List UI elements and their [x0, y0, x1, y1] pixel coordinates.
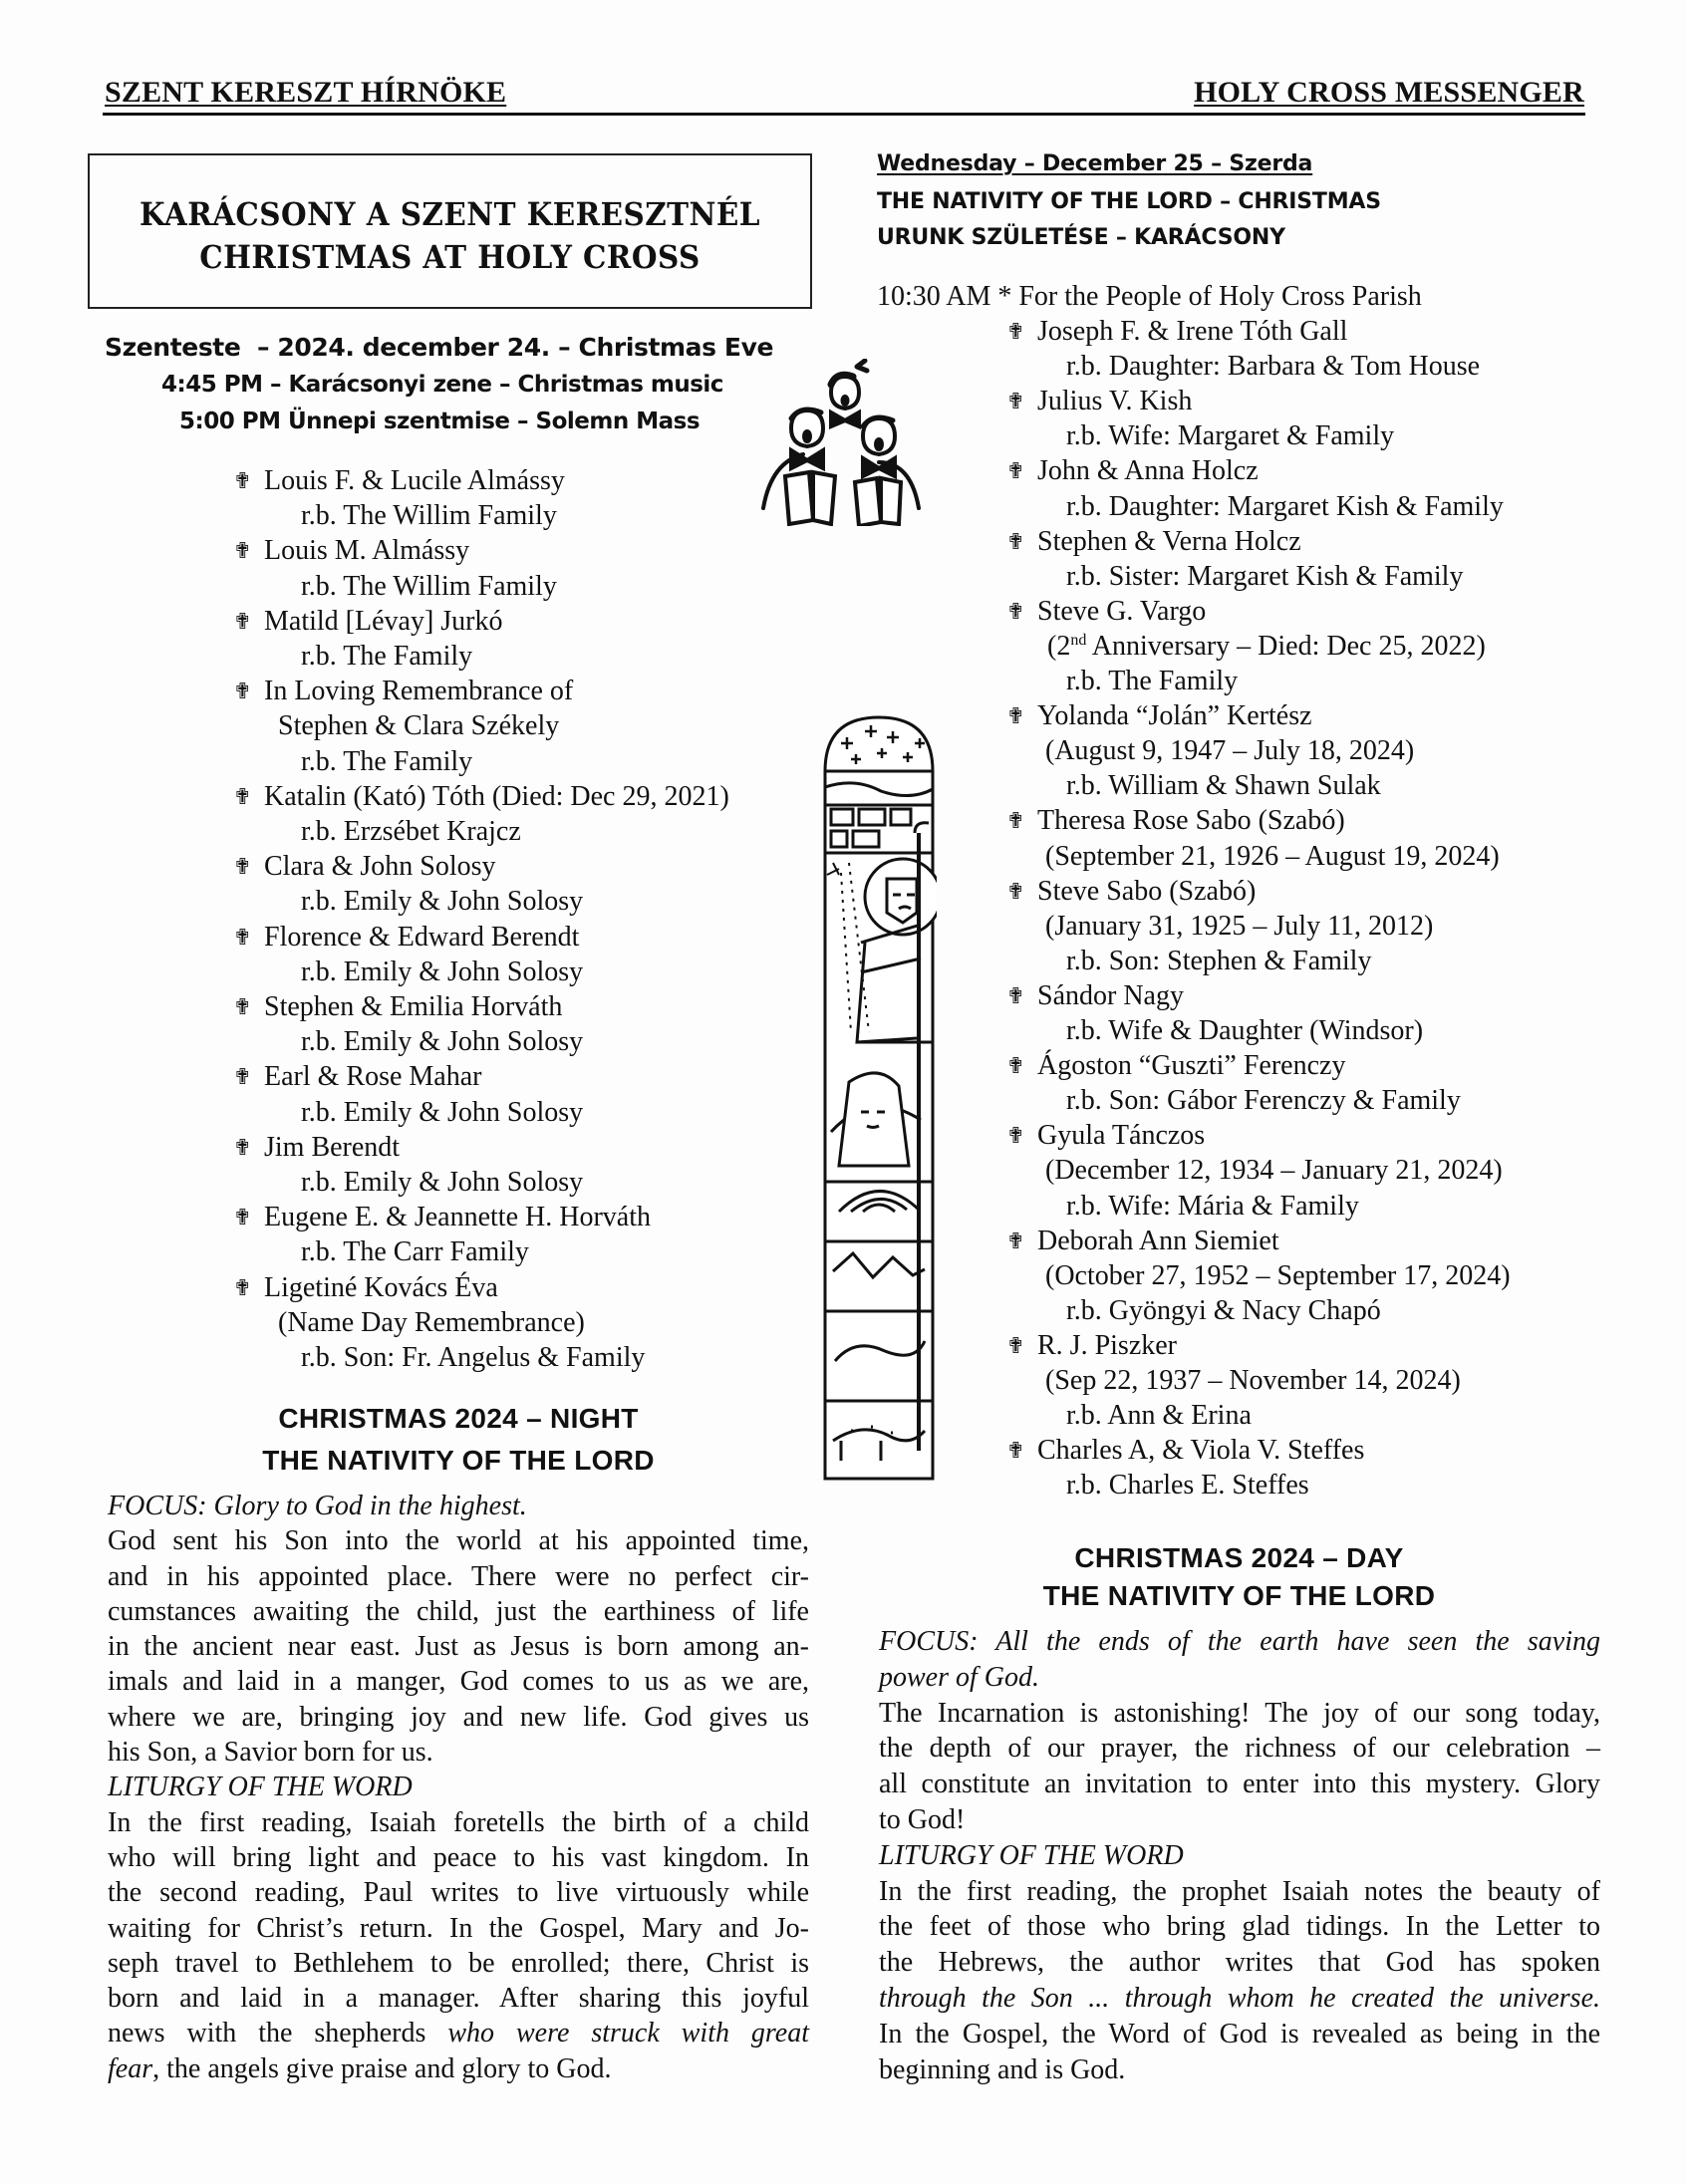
eve-intention-detail: (Name Day Remembrance)	[278, 1306, 585, 1338]
cross-icon: ✟	[1006, 1054, 1025, 1080]
cross-icon: ✟	[233, 1135, 252, 1161]
night-liturgy-line7-pre: news with the shepherds	[108, 2018, 448, 2049]
night-liturgy-line: waiting for Christ’s return. In the Gospel, Mary and Jo-	[108, 1912, 809, 1944]
cross-icon: ✟	[1006, 599, 1025, 625]
eve-intention-name: In Loving Remembrance of	[264, 676, 574, 707]
day-intention-requested-by: r.b. Ann & Erina	[1066, 1400, 1252, 1432]
christmas-music-time: 4:45 PM – Karácsonyi zene – Christmas music	[161, 372, 723, 398]
night-intro-line: imals and laid in a manger, God comes to us as we are,	[108, 1666, 809, 1698]
anniversary-pre: (2	[1047, 630, 1071, 662]
cross-icon: ✟	[233, 609, 252, 635]
eve-intention-detail: Stephen & Clara Székely	[278, 710, 560, 742]
night-liturgy-line8-italic: fear	[108, 2052, 153, 2084]
title-hungarian: KARÁCSONY A SZENT KERESZTNÉL	[140, 195, 760, 233]
night-intro-line: cumstances awaiting the child, just the earthiness of life	[108, 1595, 809, 1627]
day-intention-detail: (October 27, 1952 – September 17, 2024)	[1045, 1259, 1511, 1291]
day-intention-requested-by: r.b. Sister: Margaret Kish & Family	[1066, 560, 1464, 592]
eve-intention-requested-by: r.b. Emily & John Solosy	[301, 1167, 584, 1198]
mass-time-line: 10:30 AM * For the People of Holy Cross Parish	[877, 281, 1422, 312]
eve-intention-requested-by: r.b. Emily & John Solosy	[301, 886, 584, 918]
night-intro-line: God sent his Son into the world at his appointed time,	[108, 1525, 809, 1557]
day-reflection	[879, 1624, 1600, 2087]
cross-icon: ✟	[1006, 983, 1025, 1009]
solemn-mass-time: 5:00 PM Ünnepi szentmise – Solemn Mass	[179, 409, 701, 434]
day-liturgy-line: the feet of those who bring glad tidings. In the Letter to	[879, 1911, 1600, 1943]
day-intention-name: Stephen & Verna Holcz	[1037, 525, 1301, 557]
cross-icon: ✟	[1006, 1439, 1025, 1465]
cross-icon: ✟	[233, 1275, 252, 1301]
eve-intention-requested-by: r.b. Emily & John Solosy	[301, 956, 584, 987]
day-intention-requested-by: r.b. The Family	[1066, 666, 1239, 696]
cross-icon: ✟	[233, 1206, 252, 1231]
cross-icon: ✟	[1006, 809, 1025, 835]
day-intention-requested-by: r.b. Son: Stephen & Family	[1066, 945, 1372, 976]
day-intention-name: Gyula Tánczos	[1037, 1120, 1206, 1152]
eve-intention-name: Stephen & Emilia Horváth	[264, 991, 563, 1022]
day-intro-line: the depth of our prayer, the richness of our celebration –	[879, 1733, 1600, 1765]
header-rule	[103, 113, 1585, 116]
cross-icon: ✟	[1006, 704, 1025, 730]
night-heading: CHRISTMAS 2024 – NIGHT	[278, 1403, 639, 1434]
night-liturgy-line: In the first reading, Isaiah foretells the birth of a child	[108, 1806, 809, 1838]
day-intention-name: Deborah Ann Siemiet	[1037, 1225, 1279, 1256]
day-intention-name: Sándor Nagy	[1037, 979, 1184, 1011]
day-intention-name: R. J. Piszker	[1037, 1329, 1177, 1361]
feast-title-hungarian: URUNK SZÜLETÉSE – KARÁCSONY	[877, 225, 1285, 250]
day-intention-name: John & Anna Holcz	[1037, 455, 1259, 487]
day-liturgy-line: beginning and is God.	[879, 2053, 1126, 2085]
day-intention-detail: (January 31, 1925 – July 11, 2012)	[1045, 910, 1434, 942]
day-focus-line1: FOCUS: All the ends of the earth have seen the saving	[879, 1626, 1600, 1657]
day-heading: CHRISTMAS 2024 – DAY	[1074, 1542, 1404, 1573]
day-intro-line: The Incarnation is astonishing! The joy of our song today,	[879, 1697, 1600, 1729]
night-liturgy-line: who will bring light and peace to his vast kingdom. In	[108, 1841, 809, 1873]
day-intention-requested-by: r.b. Son: Gábor Ferenczy & Family	[1066, 1085, 1461, 1117]
cross-icon: ✟	[233, 680, 252, 705]
eve-intention-name: Jim Berendt	[264, 1131, 401, 1163]
cross-icon: ✟	[233, 469, 252, 494]
night-liturgy-label: LITURGY OF THE WORD	[108, 1772, 413, 1803]
cross-icon: ✟	[233, 784, 252, 810]
night-intro-line: his Son, a Savior born for us.	[108, 1737, 433, 1769]
eve-intention-requested-by: r.b. Son: Fr. Angelus & Family	[301, 1342, 646, 1373]
title-box	[88, 153, 812, 309]
day-liturgy-line: In the Gospel, the Word of God is revealed as being in the	[879, 2018, 1600, 2049]
feast-title-english: THE NATIVITY OF THE LORD – CHRISTMAS	[877, 189, 1381, 214]
night-liturgy-line8-post: , the angels give praise and glory to God.	[152, 2052, 612, 2084]
cross-icon: ✟	[233, 855, 252, 881]
day-intention-detail: (September 21, 1926 – August 19, 2024)	[1045, 840, 1500, 872]
day-intention-name: Theresa Rose Sabo (Szabó)	[1037, 805, 1345, 837]
night-intro-line: where we are, bringing joy and new life. God gives us	[108, 1701, 809, 1733]
day-intention-name: Charles A, & Viola V. Steffes	[1037, 1435, 1365, 1467]
anniversary-sup: nd	[1070, 631, 1087, 649]
cross-icon: ✟	[233, 925, 252, 951]
cross-icon: ✟	[1006, 1124, 1025, 1150]
day-liturgy-italic-line: through the Son ... through whom he created the universe.	[879, 1982, 1600, 2014]
cross-icon: ✟	[1006, 459, 1025, 485]
eve-intention-name: Clara & John Solosy	[264, 851, 496, 883]
day-liturgy-label: LITURGY OF THE WORD	[879, 1839, 1184, 1871]
night-intro-line: and in his appointed place. There were no perfect cir-	[108, 1560, 809, 1592]
title-english: CHRISTMAS AT HOLY CROSS	[199, 238, 701, 276]
night-subheading: THE NATIVITY OF THE LORD	[262, 1445, 655, 1476]
night-liturgy-line7-italic: who were struck with great	[447, 2018, 809, 2049]
night-focus: FOCUS: Glory to God in the highest.	[108, 1491, 527, 1521]
cross-icon: ✟	[1006, 1333, 1025, 1359]
day-intention-requested-by: r.b. Daughter: Barbara & Tom House	[1066, 351, 1481, 383]
night-liturgy-line	[108, 2016, 809, 2050]
eve-intention-name: Florence & Edward Berendt	[264, 921, 580, 953]
cross-icon: ✟	[1006, 320, 1025, 345]
day-intention-name: Steve Sabo (Szabó)	[1037, 875, 1257, 907]
eve-intention-requested-by: r.b. Emily & John Solosy	[301, 1096, 584, 1128]
choir-singers-illustration	[757, 359, 925, 526]
day-liturgy-line: In the first reading, the prophet Isaiah notes the beauty of	[879, 1875, 1600, 1907]
cross-icon: ✟	[1006, 390, 1025, 415]
nativity-stained-glass-window	[821, 713, 937, 1483]
night-liturgy-line: the second reading, Paul writes to live virtuously while	[108, 1877, 809, 1909]
night-liturgy-line: born and laid in a manager. After sharing this joyful	[108, 1983, 809, 2015]
eve-intention-name: Louis F. & Lucile Almássy	[264, 465, 565, 496]
cross-icon: ✟	[1006, 879, 1025, 905]
day-intention-detail: (August 9, 1947 – July 18, 2024)	[1045, 735, 1415, 767]
day-intention-name: Joseph F. & Irene Tóth Gall	[1037, 316, 1348, 347]
eve-intention-requested-by: r.b. The Willim Family	[301, 570, 557, 602]
cross-icon: ✟	[233, 1065, 252, 1091]
day-intention-detail: (Sep 22, 1937 – November 14, 2024)	[1045, 1365, 1461, 1396]
day-intention-requested-by: r.b. William & Shawn Sulak	[1066, 770, 1381, 802]
day-intention-requested-by: r.b. Wife & Daughter (Windsor)	[1066, 1015, 1424, 1046]
eve-intention-requested-by: r.b. Emily & John Solosy	[301, 1026, 584, 1058]
eve-intention-requested-by: r.b. The Willim Family	[301, 500, 557, 532]
night-reflection	[108, 1489, 809, 2086]
christmas-eve-heading: Szenteste – 2024. december 24. – Christmas Eve	[105, 333, 774, 362]
eve-intention-name: Ligetiné Kovács Éva	[264, 1271, 498, 1303]
day-intention-name: Yolanda “Jolán” Kertész	[1037, 700, 1312, 732]
day-intention-anniversary	[1047, 629, 1486, 664]
masthead-left-title: SZENT KERESZT HÍRNÖKE	[105, 76, 507, 109]
eve-intention-requested-by: r.b. The Family	[301, 745, 473, 777]
christmas-day-date-heading: Wednesday – December 25 – Szerda	[877, 151, 1313, 176]
day-intention-requested-by: r.b. Charles E. Steffes	[1066, 1470, 1309, 1502]
eve-intention-name: Eugene E. & Jeannette H. Horváth	[264, 1202, 651, 1233]
eve-intention-name: Matild [Lévay] Jurkó	[264, 605, 503, 637]
day-intention-name: Ágoston “Guszti” Ferenczy	[1037, 1050, 1346, 1082]
day-subheading: THE NATIVITY OF THE LORD	[1042, 1580, 1436, 1611]
day-intro-line: to God!	[879, 1803, 966, 1835]
day-intention-name: Julius V. Kish	[1037, 386, 1193, 417]
anniversary-post: Anniversary – Died: Dec 25, 2022)	[1086, 630, 1486, 662]
masthead-right-title: HOLY CROSS MESSENGER	[1194, 76, 1584, 109]
cross-icon: ✟	[233, 995, 252, 1020]
eve-intention-requested-by: r.b. The Carr Family	[301, 1236, 529, 1268]
day-intention-requested-by: r.b. Daughter: Margaret Kish & Family	[1066, 490, 1504, 522]
day-intention-requested-by: r.b. Gyöngyi & Nacy Chapó	[1066, 1294, 1381, 1326]
eve-intention-name: Louis M. Almássy	[264, 535, 470, 567]
night-liturgy-line: seph travel to Bethlehem to be enrolled; there, Christ is	[108, 1947, 809, 1979]
day-intro-line: all constitute an invitation to enter into this mystery. Glory	[879, 1769, 1600, 1800]
eve-intention-requested-by: r.b. The Family	[301, 641, 473, 672]
day-intention-requested-by: r.b. Wife: Mária & Family	[1066, 1190, 1359, 1222]
day-liturgy-line: the Hebrews, the author writes that God has spoken	[879, 1947, 1600, 1979]
day-intention-name: Steve G. Vargo	[1037, 595, 1207, 627]
night-intro-line: in the ancient near east. Just as Jesus is born among an-	[108, 1631, 809, 1663]
night-liturgy-line	[108, 2051, 809, 2086]
day-intention-detail: (December 12, 1934 – January 21, 2024)	[1045, 1155, 1503, 1187]
eve-intention-name: Earl & Rose Mahar	[264, 1061, 482, 1093]
eve-intention-requested-by: r.b. Erzsébet Krajcz	[301, 816, 521, 847]
day-focus-line2: power of God.	[879, 1661, 1039, 1693]
cross-icon: ✟	[233, 539, 252, 565]
eve-intention-name: Katalin (Kató) Tóth (Died: Dec 29, 2021)	[264, 780, 729, 812]
cross-icon: ✟	[1006, 529, 1025, 555]
cross-icon: ✟	[1006, 1228, 1025, 1254]
day-intention-requested-by: r.b. Wife: Margaret & Family	[1066, 420, 1395, 452]
